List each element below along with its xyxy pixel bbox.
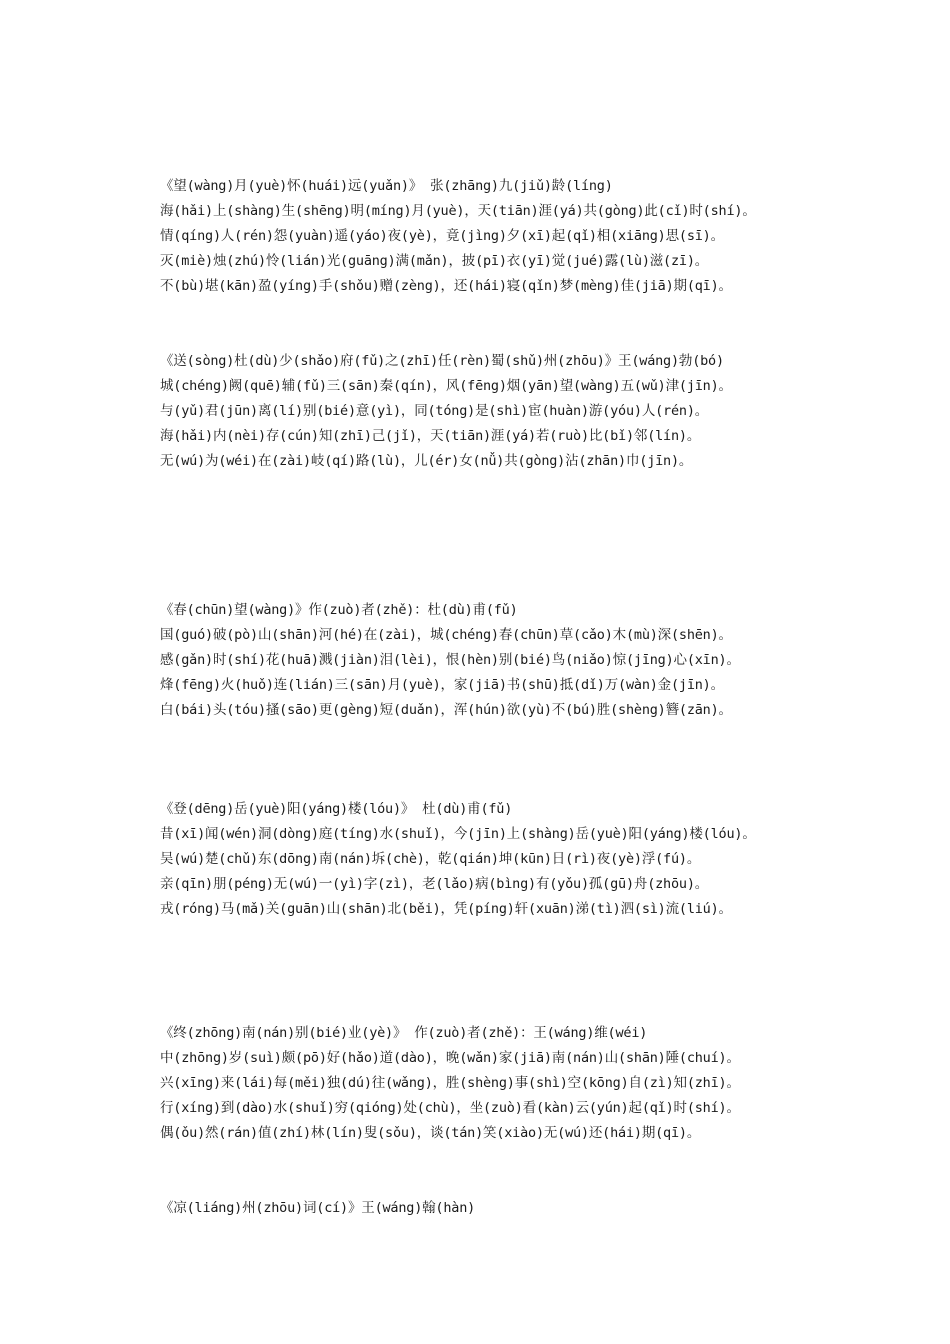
poem-line: 不(bù)堪(kān)盈(yíng)手(shǒu)赠(zèng)，还(hái)寝(qǐn)梦(mèng)佳(jiā)期(qī)。 xyxy=(160,278,732,294)
poem-title: 《望(wàng)月(yuè)怀(huái)远(yuǎn)》 张(zhāng)九(jiǔ)龄(líng) xyxy=(160,178,613,194)
poem-line: 灭(miè)烛(zhú)怜(lián)光(guāng)满(mǎn)，披(pī)衣(yī)觉(jué)露(lù)滋(zī)。 xyxy=(160,253,709,269)
poem-line: 海(hǎi)内(nèi)存(cún)知(zhī)己(jǐ)，天(tiān)涯(yá)若(ruò)比(bǐ)邻(lín)。 xyxy=(160,428,701,444)
poem-block xyxy=(160,1196,920,1221)
poem-line: 白(bái)头(tóu)搔(sāo)更(gèng)短(duǎn)，浑(hún)欲(yù)不(bú)胜(shèng)簪(zān)。 xyxy=(160,702,732,718)
poem-block xyxy=(160,598,920,723)
poem-title: 《春(chūn)望(wàng)》作(zuò)者(zhě)：杜(dù)甫(fǔ) xyxy=(160,602,518,618)
poem-line: 行(xíng)到(dào)水(shuǐ)穷(qióng)处(chù)，坐(zuò)看(kàn)云(yún)起(qǐ)时(shí)。 xyxy=(160,1100,740,1116)
poem-block xyxy=(160,349,920,474)
poem-line: 海(hǎi)上(shàng)生(shēng)明(míng)月(yuè)，天(tiān)涯(yá)共(gòng)此(cǐ)时(shí)。 xyxy=(160,203,756,219)
poem-block xyxy=(160,174,920,299)
poem-title: 《终(zhōng)南(nán)别(bié)业(yè)》 作(zuò)者(zhě)：王(wáng)维(wéi) xyxy=(160,1025,648,1041)
poem-line: 烽(fēng)火(huǒ)连(lián)三(sān)月(yuè)，家(jiā)书(shū)抵(dǐ)万(wàn)金(jīn)。 xyxy=(160,677,724,693)
poem-title: 《送(sòng)杜(dù)少(shǎo)府(fǔ)之(zhī)任(rèn)蜀(shǔ)州(zhōu)》王(wáng)勃(bó) xyxy=(160,353,724,369)
poem-line: 感(gǎn)时(shí)花(huā)溅(jiàn)泪(lèi)，恨(hèn)别(bié)鸟(niǎo)惊(jīng)心(xīn)。 xyxy=(160,652,740,668)
poem-line: 城(chéng)阙(quē)辅(fǔ)三(sān)秦(qín)，风(fēng)烟(yān)望(wàng)五(wǔ)津(jīn)。 xyxy=(160,378,732,394)
poem-line: 无(wú)为(wéi)在(zài)岐(qí)路(lù)，儿(ér)女(nǚ)共(gòng)沾(zhān)巾(jīn)。 xyxy=(160,453,693,469)
poem-line: 吴(wú)楚(chǔ)东(dōng)南(nán)坼(chè)，乾(qián)坤(kūn)日(rì)夜(yè)浮(fú)。 xyxy=(160,851,701,867)
poem-block xyxy=(160,1021,920,1146)
poem-line: 国(guó)破(pò)山(shān)河(hé)在(zài)，城(chéng)春(chūn)草(cǎo)木(mù)深(shēn)。 xyxy=(160,627,732,643)
poem-line: 与(yǔ)君(jūn)离(lí)别(bié)意(yì)，同(tóng)是(shì)宦(huàn)游(yóu)人(rén)。 xyxy=(160,403,709,419)
poem-line: 兴(xīng)来(lái)每(měi)独(dú)往(wǎng)，胜(shèng)事(shì)空(kōng)自(zì)知(zhī)。 xyxy=(160,1075,740,1091)
poem-line: 偶(ǒu)然(rán)值(zhí)林(lín)叟(sǒu)，谈(tán)笑(xiào)无(wú)还(hái)期(qī)。 xyxy=(160,1125,701,1141)
poem-line: 情(qíng)人(rén)怨(yuàn)遥(yáo)夜(yè)，竟(jìng)夕(xī)起(qǐ)相(xiāng)思(sī)。 xyxy=(160,228,724,244)
poem-block xyxy=(160,797,920,922)
poem-title: 《登(dēng)岳(yuè)阳(yáng)楼(lóu)》 杜(dù)甫(fǔ) xyxy=(160,801,513,817)
poem-title: 《凉(liáng)州(zhōu)词(cí)》王(wáng)翰(hàn) xyxy=(160,1200,476,1216)
poem-line: 亲(qīn)朋(péng)无(wú)一(yì)字(zì)，老(lǎo)病(bìng)有(yǒu)孤(gū)舟(zhōu)。 xyxy=(160,876,709,892)
poem-line: 中(zhōng)岁(suì)颇(pō)好(hǎo)道(dào)，晚(wǎn)家(jiā)南(nán)山(shān)陲(chuí)。 xyxy=(160,1050,740,1066)
poem-line: 戎(róng)马(mǎ)关(guān)山(shān)北(běi)，凭(píng)轩(xuān)涕(tì)泗(sì)流(liú)。 xyxy=(160,901,732,917)
poem-line: 昔(xī)闻(wén)洞(dòng)庭(tíng)水(shuǐ)，今(jīn)上(shàng)岳(yuè)阳(yáng)楼(lóu)。 xyxy=(160,826,756,842)
